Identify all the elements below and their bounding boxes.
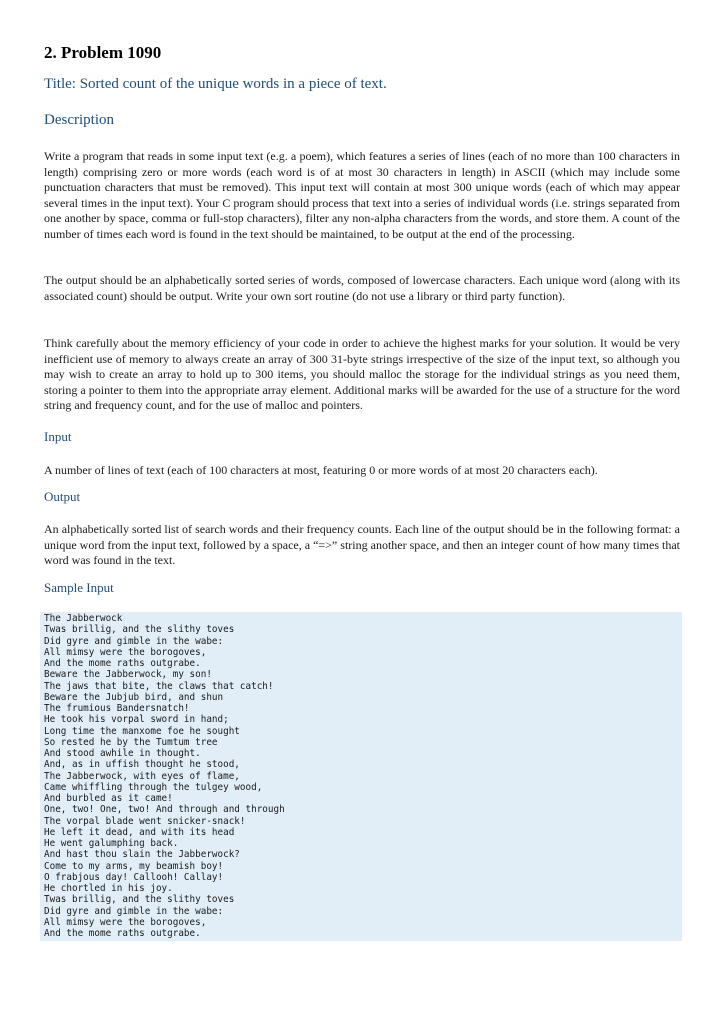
code-line: One, two! One, two! And through and through <box>44 804 285 816</box>
code-line: And stood awhile in thought. <box>44 748 201 759</box>
code-line: And the mome raths outgrabe. <box>44 928 201 939</box>
code-line: Twas brillig, and the slithy toves <box>44 624 235 636</box>
code-line: He left it dead, and with its head <box>44 826 235 838</box>
code-line: He chortled in his joy. <box>44 883 173 894</box>
problem-title: Title: Sorted count of the unique words in a piece of text. <box>44 76 387 92</box>
input-heading: Input <box>44 429 72 444</box>
problem-heading: 2. Problem 1090 <box>44 43 162 62</box>
output-heading: Output <box>44 489 81 504</box>
code-line: All mimsy were the borogoves, <box>44 646 207 658</box>
code-line: Twas brillig, and the slithy toves <box>44 894 235 906</box>
code-line: He went galumphing back. <box>44 838 179 849</box>
code-line: And, as in uffish thought he stood, <box>44 759 240 771</box>
code-line: Came whiffling through the tulgey wood, <box>44 781 263 793</box>
code-line: The vorpal blade went snicker-snack! <box>44 815 246 827</box>
code-line: So rested he by the Tumtum tree <box>44 736 218 748</box>
code-line: And burbled as it came! <box>44 793 173 804</box>
code-line: He took his vorpal sword in hand; <box>44 714 229 726</box>
description-paragraph-1: Write a program that reads in some input text (e.g. a poem), which features a series of lines (each of no more than 100 characters in length) comprising zero or more words (each word is of at most 30 characters in length) in ASCII (which may include some punctuation characters that must be removed). This input text will contain at most 300 unique words (each of which may appear several times in the input text). Your C program should process that text into a series of individual words (i.e. strings separated from one another by space, comma or full-stop characters), filter any non-alpha characters from the words, and store them. A count of the number of times each word is found in the text should be maintained, to be output at the end of the processing. <box>44 149 680 241</box>
code-line: Did gyre and gimble in the wabe: <box>44 905 224 917</box>
code-line: Come to my arms, my beamish boy! <box>44 860 224 872</box>
code-line: O frabjous day! Callooh! Callay! <box>44 871 224 883</box>
code-line: All mimsy were the borogoves, <box>44 916 207 928</box>
code-line: The Jabberwock <box>44 613 123 624</box>
code-line: Beware the Jabberwock, my son! <box>44 669 212 681</box>
output-description: An alphabetically sorted list of search words and their frequency counts. Each line of the output should be in the following format: a unique word from the input text, followed by a space, a “=>” string another space, and then an integer count of how many times that word was found in the text. <box>44 522 680 568</box>
code-line: And hast thou slain the Jabberwock? <box>44 849 240 861</box>
sample-input-heading: Sample Input <box>44 580 114 595</box>
description-heading: Description <box>44 112 114 128</box>
description-paragraph-2: The output should be an alphabetically sorted series of words, composed of lowercase characters. Each unique word (along with its associated count) should be output. Write your own sort routine (do not use a library or third party function). <box>44 273 680 303</box>
code-line: The Jabberwock, with eyes of flame, <box>44 770 240 782</box>
sample-input-code-block <box>40 612 682 941</box>
code-line: And the mome raths outgrabe. <box>44 658 201 669</box>
code-line: Long time the manxome foe he sought <box>44 725 240 737</box>
description-paragraph-3: Think carefully about the memory efficiency of your code in order to achieve the highest marks for your solution. It would be very inefficient use of memory to always create an array of 300 31-byte strings irrespective of the size of the input text, so although you may wish to create an array to hold up to 300 items, you should malloc the storage for the individual strings as you need them, storing a pointer to them into the appropriate array element. Additional marks will be awarded for the use of a structure for the word string and frequency count, and for the use of malloc and pointers. <box>44 336 680 413</box>
code-line: The jaws that bite, the claws that catch! <box>44 680 274 692</box>
input-description: A number of lines of text (each of 100 characters at most, featuring 0 or more words of at most 20 characters each). <box>44 463 598 477</box>
code-line: Did gyre and gimble in the wabe: <box>44 635 224 647</box>
code-line: Beware the Jubjub bird, and shun <box>44 691 224 703</box>
code-line: The frumious Bandersnatch! <box>44 703 190 714</box>
